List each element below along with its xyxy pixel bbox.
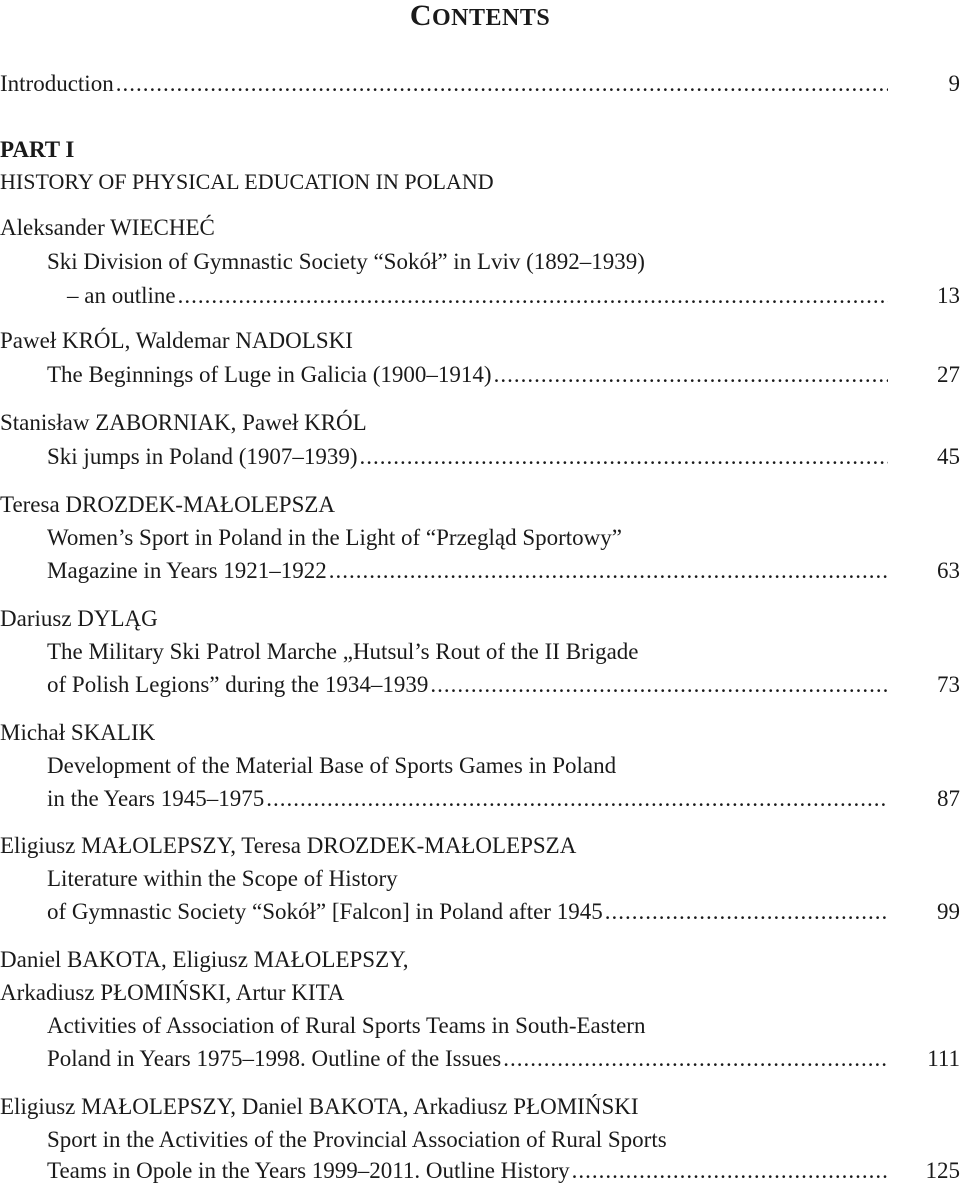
toc-entry[interactable] [47,898,960,926]
title-initial: C [409,0,432,32]
entry-title-line: Magazine in Years 1921–1922 [47,558,327,583]
page-number: 125 [925,1158,960,1183]
page-number: 63 [937,558,960,583]
leader-dots [360,443,888,471]
entry-authors: Daniel BAKOTA, Eligiusz MAŁOLEPSZY, [0,947,409,972]
leader-dots [494,361,888,389]
page-number: 9 [948,71,960,96]
part-label: PART I [0,137,75,162]
entry-authors: Eligiusz MAŁOLEPSZY, Daniel BAKOTA, Arkadiusz PŁOMIŃSKI [0,1094,639,1119]
leader-dots [572,1157,888,1185]
entry-title-line: Development of the Material Base of Sports Games in Poland [47,753,617,778]
entry-title-line: – an outline [67,283,176,308]
entry-title-line: Teams in Opole in the Years 1999–2011. Outline History [47,1158,570,1183]
toc-entry[interactable] [47,557,960,585]
toc-entry[interactable] [47,1157,960,1185]
part-title: HISTORY OF PHYSICAL EDUCATION IN POLAND [0,169,494,194]
page-number: 87 [937,786,960,811]
leader-dots [430,671,888,699]
leader-dots [503,1045,888,1073]
entry-title-line: Sport in the Activities of the Provincial Association of Rural Sports [47,1127,667,1152]
title-rest: ONTENTS [431,5,551,31]
leader-dots [116,70,888,98]
toc-entry[interactable] [47,361,960,389]
toc-entry-introduction[interactable] [0,70,960,98]
toc-entry[interactable] [47,282,960,310]
entry-title-line: in the Years 1945–1975 [47,786,265,811]
entry-title-line: of Polish Legions” during the 1934–1939 [47,672,429,697]
entry-title: Introduction [0,71,114,96]
entry-title-line: Activities of Association of Rural Sports Teams in South-Eastern [47,1013,646,1038]
page-number: 73 [937,672,960,697]
page-title [0,0,960,34]
entry-authors: Aleksander WIECHEĆ [0,215,215,240]
entry-authors: Paweł KRÓL, Waldemar NADOLSKI [0,328,353,353]
entry-title-line: The Beginnings of Luge in Galicia (1900–1914) [47,362,492,387]
entry-authors: Arkadiusz PŁOMIŃSKI, Artur KITA [0,980,345,1005]
toc-entry[interactable] [47,671,960,699]
entry-title-line: Poland in Years 1975–1998. Outline of the Issues [47,1046,502,1071]
entry-authors: Michał SKALIK [0,720,156,745]
page-number: 27 [937,362,960,387]
entry-authors: Eligiusz MAŁOLEPSZY, Teresa DROZDEK-MAŁOLEPSZA [0,833,577,858]
entry-title-line: Women’s Sport in Poland in the Light of “Przegląd Sportowy” [47,525,622,550]
leader-dots [605,898,888,926]
page-number: 13 [937,283,960,308]
entry-title-line: Ski Division of Gymnastic Society “Sokół” in Lviv (1892–1939) [47,249,645,274]
entry-authors: Teresa DROZDEK-MAŁOLEPSZA [0,492,336,517]
toc-entry[interactable] [47,443,960,471]
page-number: 111 [927,1046,960,1071]
entry-authors: Dariusz DYLĄG [0,606,158,631]
entry-title-line: Literature within the Scope of History [47,866,398,891]
entry-title-line: of Gymnastic Society “Sokół” [Falcon] in Poland after 1945 [47,899,603,924]
leader-dots [266,785,888,813]
toc-entry[interactable] [47,1045,960,1073]
entry-authors: Stanisław ZABORNIAK, Paweł KRÓL [0,410,367,435]
page-number: 45 [937,444,960,469]
entry-title-line: The Military Ski Patrol Marche „Hutsul’s Rout of the II Brigade [47,639,639,664]
leader-dots [329,557,888,585]
toc-entry[interactable] [47,785,960,813]
entry-title-line: Ski jumps in Poland (1907–1939) [47,444,358,469]
page-number: 99 [937,899,960,924]
leader-dots [178,282,888,310]
